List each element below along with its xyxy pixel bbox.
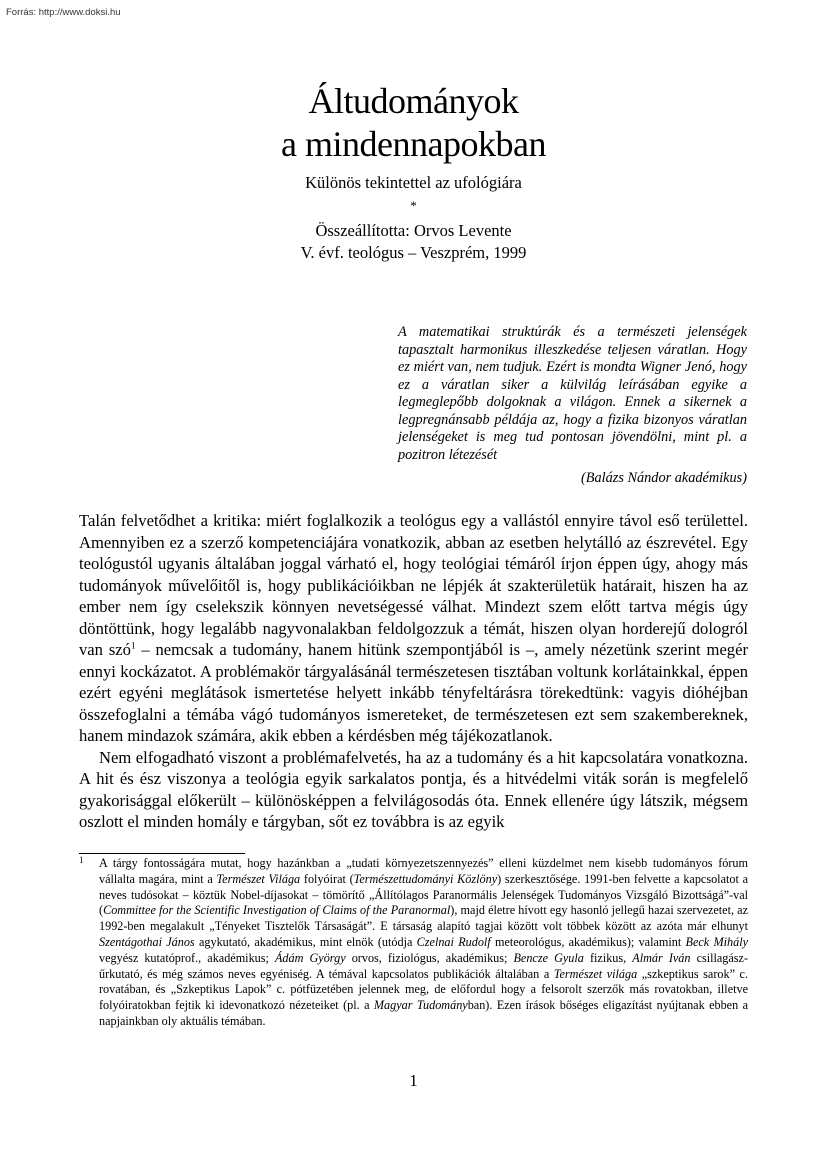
- motto-quote: A matematikai struktúrák és a természeti jelenségek tapasztalt harmonikus illeszkedése teljesen váratlan. Hogy ez miért van, nem tudjuk. Ezért is mondta Wigner Jenó, hogy ez a váratlan siker a külvilág leírásában egyike a legmeglepőbb dolgoknak a világon. Ennek a sikernek a legpregnánsabb példája az, hogy a fizika bizonyos váratlan jelenségeket is meg tud pontosan jövendölni, mint pl. a pozitron létezését: [398, 324, 747, 463]
- footnote: [79, 856, 748, 1030]
- document-title-line2: a mindennapokban: [281, 124, 546, 164]
- footnote-text: A tárgy fontosságára mutat, hogy hazánkban a „tudati környezetszennyezés” elleni küzdelmet nem kisebb tudományos fórum vállalta magára, mint a Természet Világa folyóirat (Természettudományi Közlöny) szerkesztősége. 1991-ben felvette a kapcsolatot a neves tudósokat – köztük Nobel-díjasokat – tömörítő „Állítólagos Paranormális Jelenségek Tudományos Vizsgáló Bizottságá”-val (Committee for the Scientific Investigation of Claims of the Paranormal), majd életre hívott egy hasonló jellegű hazai szervezetet, az 1992-ben megalakult „Tényeket Tisztelők Társaságát”. E társaság alapító tagjai között volt többek között az azóta már elhunyt Szentágothai János agykutató, akadémikus, mint elnök (utódja Czelnai Rudolf meteorológus, akadémikus); valamint Beck Mihály vegyész kutatóprof., akadémikus; Ádám György orvos, fiziológus, akadémikus; Bencze Gyula fizikus, Almár Iván csillagász-űrkutató, és még számos neves egyéniség. A témával kapcsolatos publikációk általában a Természet világa „szkeptikus sarok” c. rovatában, és „Szkeptikus Lapok” c. pótfüzetében jelennek meg, de előfordul hogy a felsorolt szerzők más rovatokban, illetve folyóiratokban fejtik ki idevonatkozó nézeteiket (pl. a Magyar Tudományban). Ezen írások bőséges eligazítást nyújtanak ebben a napjainkban oly aktuális témában.: [99, 856, 749, 1028]
- compiler-line: Összeállította: Orvos Levente: [315, 221, 512, 240]
- document-subtitle: Különös tekintettel az ufológiára: [305, 173, 522, 192]
- separator-asterisk: *: [410, 198, 417, 213]
- page-number: 1: [409, 1071, 418, 1090]
- paragraph-text: – nemcsak a tudomány, hanem hitünk szempontjából is –, amely nézetünk szerint megér ennyi kockázatot. A problémakör tárgyalásánál természetesen tisztában voltunk korlátainkkal, éppen ezért egyéni meglátások ismertetése helyett inkább tényfeltárásra törekedtünk: vagyis dióhéjban összefoglalni a témába vágó tudományos ismereteket, de természetesen ezt sem szakembereknek, hanem mindazok számára, akik ebben a kérdésben még tájékozatlanok.: [79, 640, 748, 745]
- paragraph: Nem elfogadható viszont a problémafelvetés, ha az a tudomány és a hit kapcsolatára vonatkozna. A hit és ész viszonya a teológia egyik sarkalatos pontja, és a hitvédelmi viták során is megfelelő gyakorisággal előkerült – különösképpen a felvilágosodás óta. Ennek ellenére úgy látszik, mégsem oszlott el minden homály e tárgyban, sőt ez továbbra is az egyik: [79, 747, 748, 831]
- footnote-reference: 1: [130, 640, 136, 651]
- paragraph-text: Talán felvetődhet a kritika: miért foglalkozik a teológus egy a vallástól ennyire távol eső területtel. Amennyiben ez a szerző kompetenciájára vonatkozik, abban az esetben helytálló az észrevétel. Egy teológustól ugyanis általában joggal várható el, hogy teológiai témáról írjon éppen úgy, ahogy más tudományok művelőitől is, hogy publikációikban ne lépjék át szakterületük határait, hiszen ha az ember nem így cselekszik könnyen nevetségessé válhat. Mindezt szem előtt tartva mégis úgy döntöttünk, hogy legalább nagyvonalakban feldolgozzuk a témát, hiszen olyan horderejű dologról van szó: [79, 511, 748, 659]
- footnote-divider: [79, 853, 245, 854]
- body-text: [79, 510, 748, 833]
- motto-author: (Balázs Nándor akadémikus): [581, 470, 747, 486]
- source-url: Forrás: http://www.doksi.hu: [6, 7, 121, 18]
- document-title-line1: Áltudományok: [308, 81, 519, 121]
- affiliation-line: V. évf. teológus – Veszprém, 1999: [300, 243, 527, 262]
- footnote-number: 1: [79, 855, 84, 865]
- paragraph: [79, 510, 748, 747]
